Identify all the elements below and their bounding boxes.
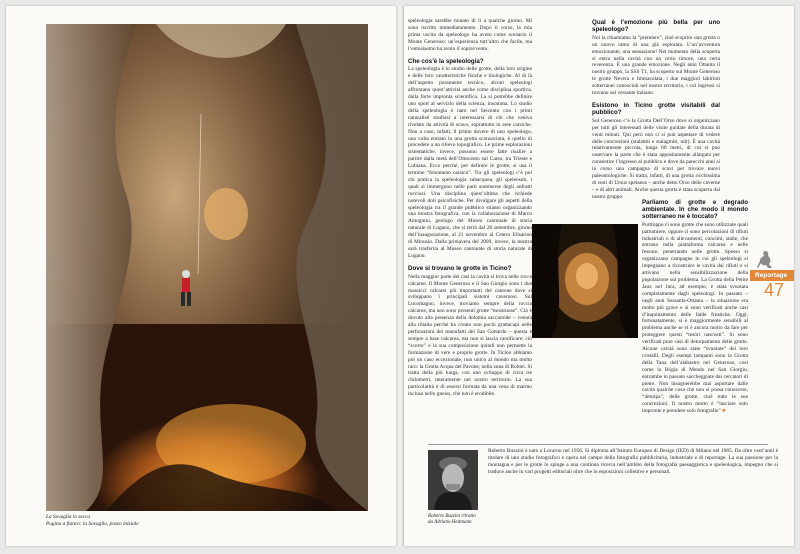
paragraph-visit: Sul Generoso c’è la Grotta Dell’Orso dove si organizzano per tutti gli interessati delle visite guidate della durata di venti minuti. Qui però non ci si può aspettare di vedere delle concrezioni (stalattiti e stalagmiti, ndr). È una cavità relativamente piccola, lunga 60 metri, di cui si può osservare la parte che è stata appositamente allargata per consentire l’ingresso al pubblico e dove da parecchi anni si in corso una campagna di scavi per trovare nuovi paleontologiche. Si tratta, infatti, di una grotta ricchissima di resti di Ursus spelaeus – anche detto Orso delle caverne – e di altri animali. Anche questa grotta è stata scoperta dal nostro gruppo. <box>592 117 720 200</box>
kangaroo-icon <box>756 249 774 269</box>
heading-where: Dove si trovano le grotte in Ticino? <box>408 264 512 272</box>
spine-gutter <box>396 6 404 546</box>
inset-cave-photo <box>532 224 638 338</box>
section-tab-label: Reportage <box>755 272 788 279</box>
text-column-degrade <box>642 200 748 415</box>
author-bio: Roberto Buzzini è nato a Locarno nel 1956. Si diploma all’Istituto Europeo di Design (IED) di Milano nel 1985. Da oltre vent’anni è titolare di uno studio fotografico e opera nel campo della fotografia pubblicitaria, industriale e di reportage. La sua passione per la montagna e per le grotte lo spinge a una continua ricerca nell’ambito della fotografia paesaggistica e speleologica, impegno che si traduce anche in vari progetti editoriali oltre che in esposizioni collettive e personali. <box>488 448 778 475</box>
divider-rule <box>428 444 768 445</box>
portrait-caption <box>428 514 508 526</box>
page-number: 47 <box>763 280 784 300</box>
end-mark: ■ <box>720 408 726 415</box>
heading-degrade: Parliamo di grotte e degrado ambientale. In che modo il mondo sotterraneo ne è toccato? <box>642 199 748 220</box>
photo-caption <box>46 514 139 528</box>
heading-what: Che cos’è la speleologia? <box>408 57 484 65</box>
caption-line-2: Pagina a fianco: la Sovaglia, pozzo iniziale <box>46 521 139 527</box>
paragraph-degrade: Purtroppo ci sono grotte che sono utilizzate quali pattumiere, oppure ci sono percolazioni di rifiuti industriali o di allevamenti, concimi, stalle, che entrano nella piattaforma calcarea e nelle fessure, penetrando nelle grotte. Spesso si organizzano campagne in cui gli speleologi si impegnano a ricostruire le cavità dai rifiuti e si attivano nella sensibilizzazione della popolazione sul problema. La Grotta della Petite Jaux nel Jura, ad esempio, è stata svuotata completamente dagli speleologi. In passato – negli anni Sessanta-Ottanta – la situazione era molto più grave e si sono verificati anche casi d’inquinamento delle falde freatiche. Oggi, fortunatamente, si è maggiormente sensibili al problema anche se vi è ancora molto da fare per proteggere questi “tesori nascosti”. Si sono verificati pure casi di deturpamento delle grotte. Alcune cavità sono state “svuotate” dei loro cristalli. Degli esempi lampanti sono la Grotta della Tana dell’alabastro nel Generoso, così come la Bögia di Mendo nel San Giorgio, entrambe in passato saccheggiate dai cercatori di pietre. Non bisognerebbe mai asportare dalle cavità qualche cosa che non si possa conoscere, “deturpa”, delle grotte, cioè tutte le sue concrezioni. Il nostro motto è “lasciare solo impronte e prendere solo fotografie” ■ <box>642 221 748 415</box>
paragraph-what: La speleologia è lo studio delle grotte, della loro origine e delle loro caratteristiche fisiche e biologiche. Al di là dell’aspetto puramente tecnico, alcuni speleologi affrontano quest’attività anche come disciplina sportiva, dalla forte impronta scientifica. La si potrebbe definire uno sport al servizio della scienza, insomma. Lo studio della speleologia è nato nel Seicento con i primi naturalisti studiosi a interessarsi di ciò che veniva rivelato da attività di scavo, soprattutto in aree carsiche. Non a caso, infatti, il primo dovere di uno speleologo, una volta entrato in una grotta sconosciuta, è quello di procedere a un rilievo topografico. Le prime esplorazioni sistematiche, invece, possono essere fatte risalire a partire dalla metà dell’Ottocento sul Carso, tra Trieste e Lubiana. Ecco perché, per definire le grotte, si usa il termine “fenomeno carsico”. Tra gli speleologi c’è poi chi pratica la speleologia subacquea, gli speleosub, i quali si immergono nelle parti sommerse degli anfratti rocciosi. Una disciplina quest’ultima che richiede notevoli doti psicofisiche. Per divulgare gli aspetti della speleologia tra il grande pubblico stiamo organizzando una mostra fotografica, con la collaborazione di Marco Antognini, geologo del Museo cantonale di storia naturale di Lugano, che si terrà dal 26 settembre, giorno dell’inaugurazione, al 21 novembre al Centro Elisarion di Minusio. Dalla primavera del 2009, invece, la mostra sarà trasferita al Museo cantonale di storia naturale di Lugano. <box>408 66 532 259</box>
text-column-interview <box>408 18 532 398</box>
paragraph-where: Nella maggior parte dei casi la cavità si trova nelle rocce calcaree. Il Monte Generoso e il San Giorgio sono i due massicci calcarei più importanti del cantone dove si sviluppano i principali sistemi cavernosi. Sul Lucomagno, invece, troviamo sempre della roccia calcarea, ma non sono presenti grotte “mostruose”. Ciò è dovuto alla presenza della dolomia saccaroide – venuta alla ribalta perché ha creato non pochi grattacapi nelle perforazioni dei manufatti del San Gottardo – questa è sempre a base calcarea, ma non si lascia carsificare; ciò “scorre” e la sua composizione quindi non permette la formazione di vere e proprie grotte. In Ticino abbiamo poi un caso eccezionale, non unico al mondo ma molto raro: la Grotta Acqua del Pavone, nella zona di Robiei. Si tratta della più lunga, con uno sviluppo di circa tre chilometri, interamente nel nostro territorio. La sua particolarità è di essersi formata da una vena di marmo inclusa nello gneiss, che non è erodibile. <box>408 273 532 398</box>
author-portrait <box>428 450 478 510</box>
portrait-caption-line-1: Roberto Buzzini ritratto <box>428 514 476 519</box>
heading-visit: Esistono in Ticino grotte visitabili dal pubblico? <box>592 101 720 116</box>
cave-photo <box>46 24 368 511</box>
paragraph-emotion: Noi la chiamiamo la “premiere”, cioè scoprire una grotta o un nuovo ramo di una già esplorata. L’un’avventura emozionante, una sensazione! Nel momento della scoperta si entra nella cavità con un certo timore, una certa reverenza. È una grande emozione. Negli anni Ottanta il nostro gruppo, la SSS T1, ha scoperto sul Monte Generoso le grotte Nevera e Immacolata, i due maggiori labirinti sotterranei conosciuti nel nostro territorio, i cui ingressi si trovano sul versante italiano. <box>592 34 720 97</box>
portrait-caption-line-2: da Adriano Heitmann <box>428 520 472 526</box>
paragraph-intro: speleologia sarebbe mutato di lì a qualche giorno. Mi sono iscritto immediatamente. Dopo il corso, la mia prima uscita da speleologo ha avuto come scenario il Monte Generoso: un’esperienza tutt’altro che facile, ma l’entusiasmo ha avuto il sopravvento. <box>408 18 532 52</box>
left-page <box>6 6 396 546</box>
text-column-right <box>592 20 720 201</box>
caption-line-1: La Sovaglia in secca <box>46 514 90 520</box>
heading-emotion: Qual è l’emozione più bella per uno speleologo? <box>592 19 720 33</box>
